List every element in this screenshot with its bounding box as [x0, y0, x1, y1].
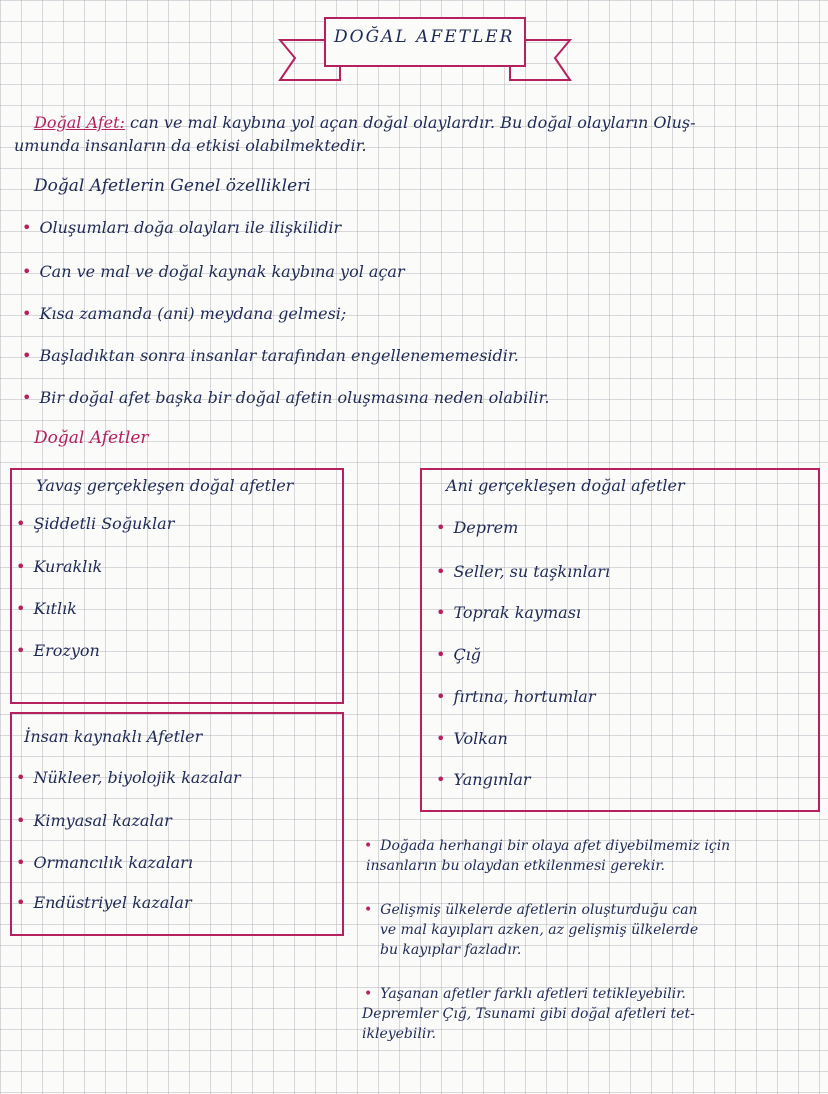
sudden-item: • Çığ [436, 645, 481, 664]
slow-item: • Erozyon [16, 641, 100, 660]
general-heading: Doğal Afetlerin Genel özellikleri [34, 176, 311, 196]
general-item: • Kısa zamanda (ani) meydana gelmesi; [22, 304, 346, 323]
human-item: • Nükleer, biyolojik kazalar [16, 768, 241, 787]
general-item: • Başladıktan sonra insanlar tarafından engellenememesidir. [22, 346, 519, 365]
note-1-line-1: • Doğada herhangi bir olaya afet diyebilmemiz için [364, 838, 730, 854]
sudden-item: • Deprem [436, 518, 518, 537]
slow-disasters-box [10, 468, 344, 704]
slow-item: • Kuraklık [16, 557, 102, 576]
definition-text-1: can ve mal kaybına yol açan doğal olaylardır. Bu doğal olayların Oluş- [130, 113, 696, 132]
title-banner [270, 10, 580, 90]
human-item: • Endüstriyel kazalar [16, 893, 192, 912]
slow-item: • Kıtlık [16, 599, 77, 618]
note-3-line-2: Depremler Çığ, Tsunami gibi doğal afetleri tet- [362, 1006, 695, 1022]
sudden-item: • Yangınlar [436, 770, 531, 789]
human-item: • Ormancılık kazaları [16, 853, 193, 872]
note-1-line-2: insanların bu olaydan etkilenmesi gerekir. [366, 858, 665, 874]
sudden-item: • Seller, su taşkınları [436, 562, 610, 581]
general-item: • Can ve mal ve doğal kaynak kaybına yol açar [22, 262, 405, 281]
note-2-line-3: bu kayıplar fazladır. [380, 942, 522, 958]
sudden-heading: Ani gerçekleşen doğal afetler [446, 476, 685, 495]
sudden-item: • Toprak kayması [436, 603, 581, 622]
definition-line-1 [34, 113, 696, 132]
general-item: • Bir doğal afet başka bir doğal afetin oluşmasına neden olabilir. [22, 388, 549, 407]
note-3-line-3: ikleyebilir. [362, 1026, 436, 1042]
definition-term: Doğal Afet: [34, 113, 125, 132]
general-item: • Oluşumları doğa olayları ile ilişkilidir [22, 218, 341, 237]
note-2-line-1: • Gelişmiş ülkelerde afetlerin oluşturduğu can [364, 902, 698, 918]
note-3-line-1: • Yaşanan afetler farklı afetleri tetikleyebilir. [364, 986, 686, 1002]
slow-item: • Şiddetli Soğuklar [16, 514, 174, 533]
page-title: DOĞAL AFETLER [334, 27, 515, 47]
human-heading: İnsan kaynaklı Afetler [24, 727, 203, 746]
sudden-item: • Volkan [436, 729, 508, 748]
natural-disasters-heading: Doğal Afetler [34, 428, 149, 448]
note-2-line-2: ve mal kayıpları azken, az gelişmiş ülkelerde [380, 922, 699, 938]
human-item: • Kimyasal kazalar [16, 811, 172, 830]
definition-line-2: umunda insanların da etkisi olabilmektedir. [14, 136, 367, 155]
slow-heading: Yavaş gerçekleşen doğal afetler [36, 476, 294, 495]
sudden-item: • fırtına, hortumlar [436, 687, 595, 706]
